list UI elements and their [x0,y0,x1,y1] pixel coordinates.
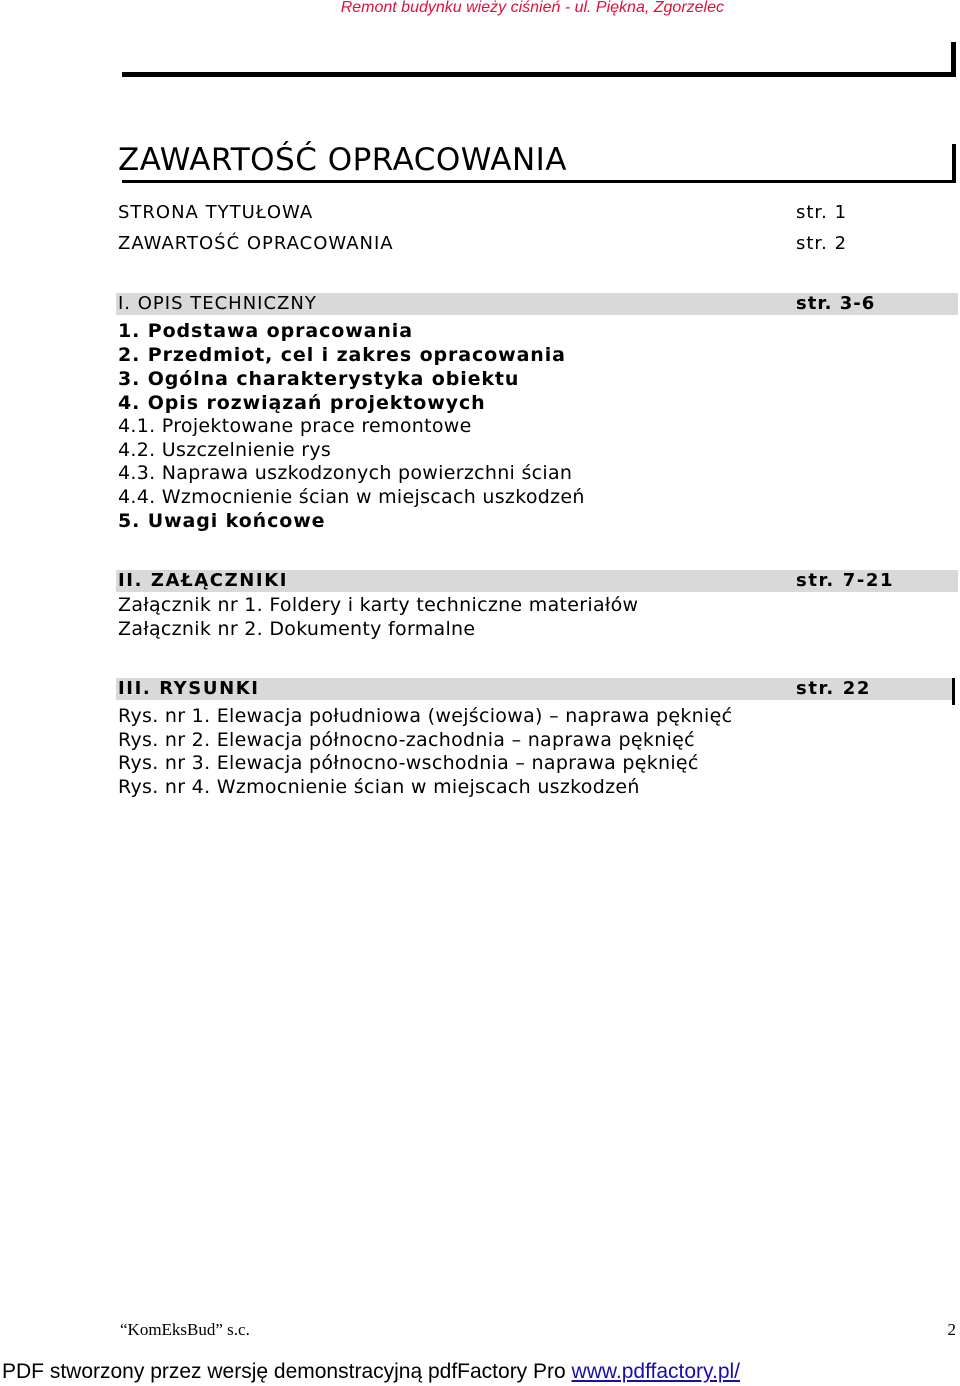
toc-item: 2. Przedmiot, cel i zakres opracowania [118,344,566,366]
attachment-item: Załącznik nr 1. Foldery i karty techniczne materiałów [118,594,639,616]
attachment-item: Załącznik nr 2. Dokumenty formalne [118,618,476,640]
toc-subitem: 4.3. Naprawa uszkodzonych powierzchni ścian [118,462,573,484]
toc-entry-title-page: STRONA TYTUŁOWA [118,202,314,223]
pdf-note-text: PDF stworzony przez wersję demonstracyjną pdfFactory Pro [2,1360,572,1383]
drawing-item: Rys. nr 1. Elewacja południowa (wejściowa) – naprawa pęknięć [118,705,733,727]
toc-item: 3. Ogólna charakterystyka obiektu [118,368,520,390]
toc-page-title-page: str. 1 [796,202,848,223]
toc-entry-contents: ZAWARTOŚĆ OPRACOWANIA [118,233,394,254]
section-heading-attachments: II. ZAŁĄCZNIKI [118,570,289,591]
page-title: ZAWARTOŚĆ OPRACOWANIA [118,142,567,178]
drawing-item: Rys. nr 3. Elewacja północno-wschodnia – naprawa pęknięć [118,752,699,774]
drawing-item: Rys. nr 2. Elewacja północno-zachodnia – naprawa pęknięć [118,729,695,751]
title-rule-corner [952,144,956,183]
title-underline [122,180,956,183]
toc-subitem: 4.1. Projektowane prace remontowe [118,415,472,437]
section-page-drawings: str. 22 [796,678,871,699]
toc-item: 1. Podstawa opracowania [118,320,413,342]
running-header: Remont budynku wieży ciśnień - ul. Piękna, Zgorzelec [340,0,724,16]
section-heading-drawings: III. RYSUNKI [118,678,260,699]
toc-subitem: 4.2. Uszczelnienie rys [118,439,332,461]
page-number: 2 [947,1320,956,1339]
pdffactory-link[interactable]: www.pdffactory.pl/ [571,1360,741,1383]
toc-item: 5. Uwagi końcowe [118,510,326,532]
header-rule-corner [951,42,956,77]
header-rule [122,72,956,77]
pdf-watermark-note [2,1360,740,1384]
toc-subitem: 4.4. Wzmocnienie ścian w miejscach uszkodzeń [118,486,585,508]
section-page-technical-description: str. 3-6 [796,293,876,314]
section-page-attachments: str. 7-21 [796,570,895,591]
toc-item: 4. Opis rozwiązań projektowych [118,392,486,414]
toc-page-contents: str. 2 [796,233,848,254]
drawing-item: Rys. nr 4. Wzmocnienie ścian w miejscach uszkodzeń [118,776,640,798]
footer-company: “KomEksBud” s.c. [120,1320,250,1339]
section-band-rule [952,678,955,705]
section-heading-technical-description: I. OPIS TECHNICZNY [118,293,317,314]
